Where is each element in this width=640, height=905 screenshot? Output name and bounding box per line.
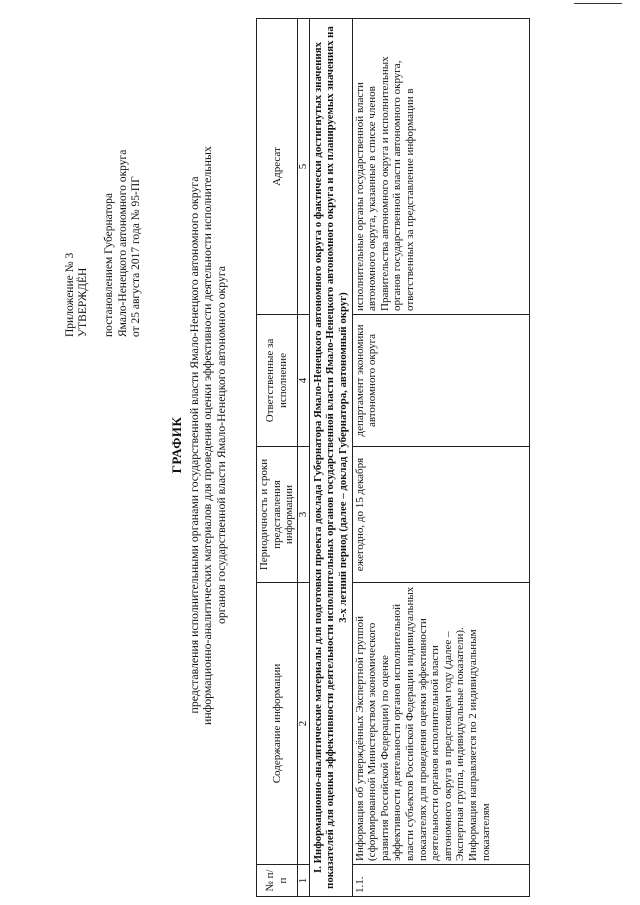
title-block <box>169 146 228 725</box>
appendix-number: Приложение № 3 <box>64 252 76 337</box>
table-row <box>352 19 529 897</box>
header-addressee: Адресат <box>257 19 298 315</box>
title-line-2: информационно-аналитических материалов для проведения оценки эффективности деятельности исполнительных <box>200 146 215 725</box>
column-number: 3 <box>297 447 309 583</box>
column-number: 2 <box>297 583 309 865</box>
column-number-row <box>297 19 309 897</box>
column-number: 1 <box>297 865 309 897</box>
header-row <box>257 19 298 897</box>
row-number: 1.1. <box>352 865 529 897</box>
approved-label: УТВЕРЖДЁН <box>77 267 90 337</box>
header-responsible: Ответственные за исполнение <box>257 315 298 447</box>
header-content: Содержание информации <box>257 583 298 865</box>
row-addressee: исполнительные органы государственной власти автономного округа, указанные в списке членов Правительства автономного округа и исполнительных органов государственной власти автономного округа, ответственных за представление информации в <box>352 19 529 315</box>
row-content: Информация об утверждённых Экспертной группой (сформированной Министерством экономического развития Российской Федерации) по оценке эффективности деятельности органов исполнительной власти субъектов Российской Федерации индивидуальных показателях для проведения оценки эффективности деятельности органов исполнительной власти автономного округа в предстоящем году (далее – Экспертная группа, индивидуальные показатели). Информация направляется по 2 индивидуальным показателям <box>352 583 529 865</box>
title-line-1: представления исполнительными органами государственной власти Ямало-Ненецкого автономного округа <box>187 176 202 714</box>
section-title: I. Информационно-аналитические материалы для подготовки проекта доклада Губернатора Ямало-Ненецкого автономного округа о фактически достигнутых значениях показателей для оценки эффективности деятельности исполнительных органов государственной власти Ямало-Ненецкого автономного округа и их планируемых значениях на 3-х летний период (далее – доклад Губернатора, автономный округ) <box>309 19 352 897</box>
schedule-table <box>256 18 530 897</box>
column-number: 5 <box>297 19 309 315</box>
approval-by: постановлением Губернатора <box>103 193 116 337</box>
header-period: Периодичность и сроки представления информации <box>257 447 298 583</box>
header-number: № п/п <box>257 865 298 897</box>
approval-date: от 25 августа 2017 года № 95-ПГ <box>129 176 142 337</box>
approval-block <box>64 150 143 337</box>
document-title: ГРАФИК <box>169 416 184 474</box>
column-number: 4 <box>297 315 309 447</box>
row-period: ежегодно, до 15 декабря <box>352 447 529 583</box>
row-responsible: департамент экономики автономного округа <box>352 315 529 447</box>
approval-region: Ямало-Ненецкого автономного округа <box>116 149 129 337</box>
section-row <box>309 19 352 897</box>
title-line-3: органов государственной власти Ямало-Ненецкого автономного округа <box>213 266 228 624</box>
